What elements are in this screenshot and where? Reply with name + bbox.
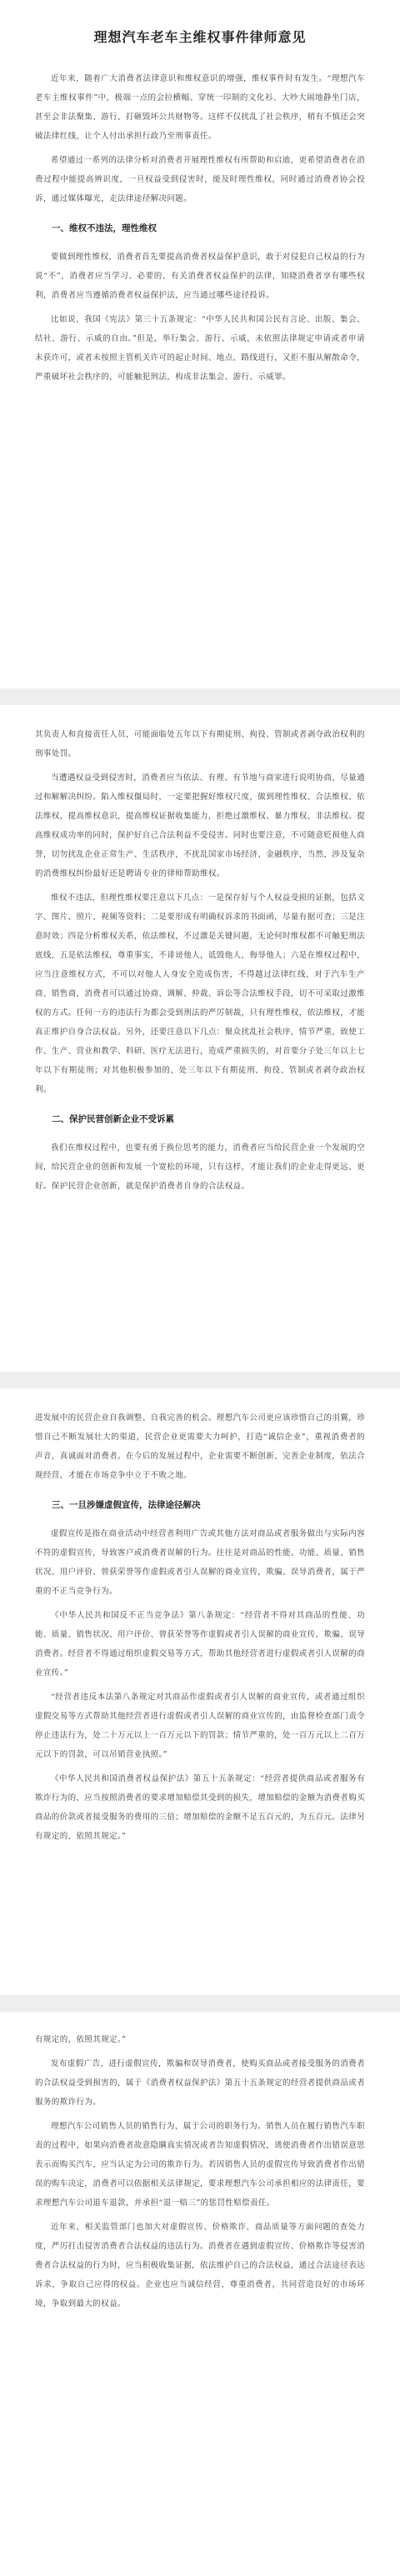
page-section-2 — [0, 705, 400, 1372]
paragraph: “经营者违反本法第八条规定对其商品作虚假或者引人误解的商业宣传，或者通过组织虚假交易等方式帮助其他经营者进行虚假或者引人误解的商业宣传的，由监督检查部门责令停止违法行为，处二十万元以上一百万元以下的罚款；情节严重的，处一百万元以上二百万元以下的罚款，可以吊销营业执照。” — [35, 1693, 366, 1759]
page-break — [0, 688, 400, 705]
paragraph: 我们在维权过程中，也要有勇于换位思考的能力，消费者应当给民营企业一个发展的空间，给民营企业的创新和发展一个宽松的环境，只有这样，才能让我们的企业走得更远、更好。保护民营企业创新，就是保护消费者自身的合法权益。 — [35, 1143, 366, 1191]
paragraph: 要做到理性维权，消费者首先要提高消费者权益保护意识，敢于对侵犯自己权益的行为说“不”，消费者应当学习、必要的、有关消费者权益保护的法律，知晓消费者享有哪些权利，消费者应当遵循消费者权益保护法，应当通过哪些途径投诉。 — [35, 253, 365, 300]
page-section-4 — [0, 2012, 400, 2576]
paragraph: 有规定的，依照其规定。” — [35, 2035, 127, 2044]
paragraph: 发布虚假广告，进行虚假宣传，欺骗和误导消费者，使购买商品或者接受服务的消费者的合法权益受到损害的，属于《消费者权益保护法》第五十五条规定的经营者提供商品或者服务的欺诈行为。 — [35, 2059, 366, 2107]
document-title: 理想汽车老车主维权事件律师意见 — [93, 29, 307, 45]
paragraph: 进发展中的民营企业自我调整、自我完善的机会。理想汽车公司更应该珍惜自己的羽翼，珍惜自己不断发展壮大的渠道，民营企业更需要大力呵护，打造“诚信企业”，重视消费者的声音，真诚面对消费者。在今后的发展过程中，企业需要不断创新、完善企业制度，依法合规经营，才能在市场竞争中立于不败之地。 — [35, 1413, 366, 1480]
paragraph: 《中华人民共和国反不正当竞争法》第八条规定：“经营者不得对其商品的性能、功能、质量、销售状况、用户评价、曾获荣誉等作虚假或者引人误解的商业宣传，欺骗、误导消费者。经营者不得通过组织虚假交易等方式，帮助其他经营者进行虚假或者引人误解的商业宣传。” — [35, 1611, 366, 1678]
section-heading: 一、维权不违法，理性维权 — [52, 223, 157, 233]
paragraph: 近年来，相关监管部门也加大对虚假宣传、价格欺诈、商品质量等方面问题的查处力度，严厉打击侵害消费者合法权益的违法行为。消费者在遇到虚假宣传、价格欺诈等侵害消费者合法权益的行为时，应当积极收集证据，依法维护自己的合法权益，通过合法途径表达诉求，争取自己应得的权益。企业也应当诚信经营，尊重消费者，共同营造良好的市场环境，争取到最大的权益。 — [35, 2223, 366, 2308]
paragraph: 当遭遇权益受到侵害时，消费者应当依法、有理、有节地与商家进行说明协商，尽量通过和解解决纠纷。陷入维权僵局时，一定要把握好维权尺度，做到理性维权、合法维权、依法维权，提高维权意识，提高维权证据收集能力，拒绝过激维权、暴力维权、非法维权。提高维权成功率的同时，保护好自己合法利益不受侵害。同时也要注意，不可随意贬损他人商誉，切勿扰乱企业正常生产、生活秩序，不扰乱国家市场经济、金融秩序，当然，涉及复杂的消费维权纠纷最好还是聘请专业的律师帮助维权。 — [35, 773, 366, 878]
paragraph: 比如说，我国《宪法》第三十五条规定：“中华人民共和国公民有言论、出版、集会、结社、游行、示威的自由。”但是，举行集会、游行、示威，未依照法律规定申请或者申请未获许可，或者未按照主管机关许可的起止时间、地点、路线进行，又拒不服从解散命令，严重破坏社会秩序的，可能触犯刑法，构成非法集会、游行、示威罪。 — [35, 315, 366, 382]
paragraph: 近年来，随着广大消费者法律意识和维权意识的增强，维权事件时有发生。“理想汽车老车主维权事件”中，极端一点的会拉横幅、穿统一印制的文化衫、大吵大闹地静坐门店，甚至会非法聚集、游行、打砸毁坏公共财物等。这样不仅扰乱了社会秩序，稍有不慎还会突破法律红线，让个人付出承担行政乃至刑事责任。 — [35, 74, 366, 141]
paragraph: 其负责人和直接责任人员，可能面临处五年以下有期徒刑、拘役、管制或者剥夺政治权利的刑事处罚。 — [35, 730, 366, 758]
paragraph: 《中华人民共和国消费者权益保护法》第五十五条规定：“经营者提供商品或者服务有欺诈行为的，应当按照消费者的要求增加赔偿其受到的损失，增加赔偿的金额为消费者购买商品的价款或者接受服务的费用的三倍；增加赔偿的金额不足五百元的，为五百元。法律另有规定的，依照其规定。” — [35, 1774, 366, 1841]
paragraph: 理想汽车公司销售人员的销售行为，属于公司的职务行为。销售人员在履行销售汽车职责的过程中，如果向消费者故意隐瞒真实情况或者告知虚假情况，诱使消费者作出错误意思表示而购买汽车，应当认定为公司的欺诈行为。若因销售人员的虚假宣传导致消费者作出错误的购车决定，消费者可以依据相关法律规定，要求理想汽车公司承担相应的法律责任，要求理想汽车公司退车退款，并承担“退一赔三”的惩罚性赔偿责任。 — [35, 2122, 366, 2208]
page-section-3 — [0, 1388, 400, 1995]
page-break — [0, 1372, 400, 1388]
paragraph: 希望通过一系列的法律分析对消费者开展理性维权有所帮助和启迪，更希望消费者在消费过程中能提高辨识度，一旦权益受到侵害时，能及时理性维权，同时通过消费者协会投诉，通过媒体曝光，走法律途径解决问题。 — [35, 156, 365, 203]
paragraph: 维权不违法，但理性维权要注意以下几点：一是保存好与个人权益受损的证据，包括文字、图片、照片、视频等资料；二是要形成有明确权诉求的书面函，尽量有据可查；三是注意时效；四是分析维权关系，依法维权，不过激是关键问题，无论何时维权都不可触犯刑法底线，五是依法维权，尊重事实，不诽谤他人，诋毁他人，侮辱他人；六是在维权过程中，应当注意维权方式，不可以对他人人身安全造成伤害，不得越过法律红线，对于汽车生产商、销售商，消费者可以通过协商、调解、仲裁、诉讼等合法维权手段，切不可采取过激维权的方式。任何一方的违法行为都会受到刑法的严厉制裁，只有理性维权，依法维权，才能真正维护自身合法权益。另外，还要注意以下几点：聚众扰乱社会秩序，情节严重，致使工作、生产、营业和教学、科研、医疗无法进行，造成严重损失的，对首要分子处三年以上七年以下有期徒刑；对其他积极参加的，处三年以下有期徒刑、拘役、管制或者剥夺政治权利。 — [35, 893, 366, 1094]
paragraph: 虚假宣传是指在商业活动中经营者利用广告或其他方法对商品或者服务做出与实际内容不符的虚假宣传，导致客户或消费者误解的行为。往往是对商品的性能、功能、质量、销售状况、用户评价、曾获荣誉等作虚假或者引人误解的商业宣传，欺骗、误导消费者，属于严重的不正当竞争行为。 — [35, 1529, 366, 1596]
page-section-1 — [0, 0, 400, 688]
section-heading: 三、一旦涉嫌虚假宣传，法律途径解决 — [52, 1500, 201, 1510]
section-heading: 二、保护民营创新企业不受诉累 — [52, 1114, 174, 1124]
page-break — [0, 1995, 400, 2012]
